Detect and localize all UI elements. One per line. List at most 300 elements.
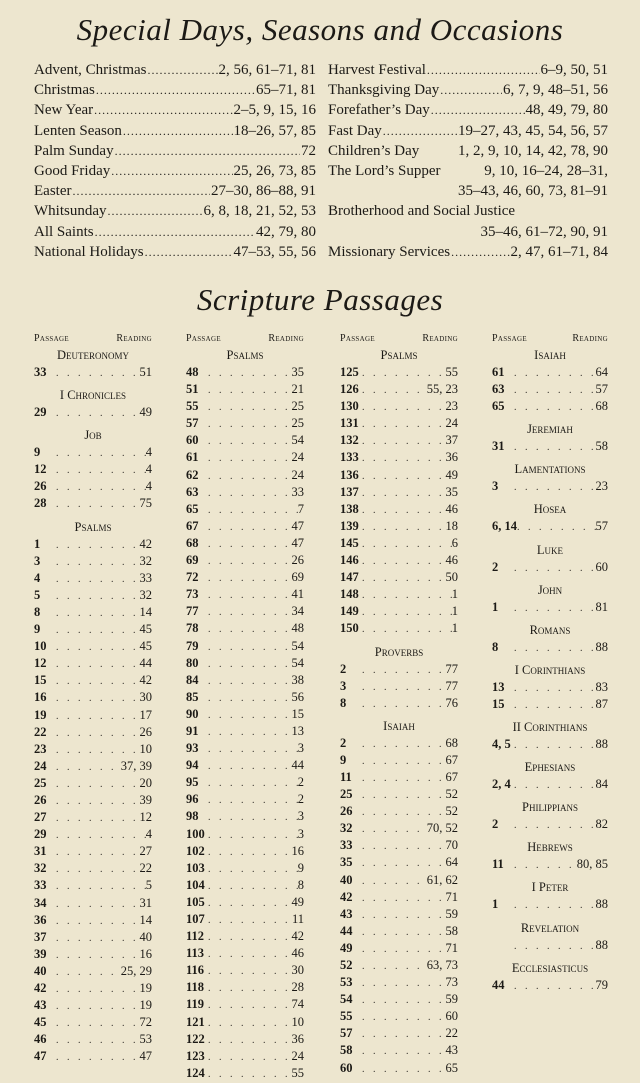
passage-number: 145	[340, 535, 359, 550]
leader-dots	[123, 124, 233, 139]
occasion-entry	[328, 82, 608, 102]
leader-dots	[56, 793, 140, 810]
reading-number: 52	[445, 787, 458, 802]
passage-number: 3	[492, 479, 499, 494]
reading-number: 19	[139, 981, 152, 995]
leader-dots	[514, 978, 596, 995]
reading-number: 73	[445, 975, 458, 990]
passage-number: 1	[492, 897, 499, 912]
passage-number: 12	[34, 656, 47, 671]
occasion-pages: 19–27, 43, 45, 54, 56, 57	[458, 122, 608, 139]
passage-row	[340, 1042, 458, 1059]
passage-number: 2	[340, 661, 347, 676]
passage-number: 137	[340, 484, 359, 499]
reading-number: 3	[297, 741, 304, 756]
reading-number: 13	[291, 723, 304, 738]
passage-number: 8	[34, 604, 41, 619]
passage-number: 3	[34, 553, 41, 568]
leader-dots	[56, 776, 140, 793]
reading-number: 32	[139, 587, 152, 602]
leader-dots	[514, 439, 596, 456]
reading-number: 16	[291, 843, 304, 858]
leader-dots	[514, 399, 596, 416]
passage-row	[492, 559, 608, 576]
leader-dots	[108, 204, 203, 219]
passage-number: 24	[34, 758, 47, 773]
reading-number: 37	[445, 433, 458, 448]
leader-dots	[56, 639, 140, 656]
passage-row	[34, 621, 152, 638]
book-name: Luke	[536, 542, 564, 557]
passage-number: 121	[186, 1014, 205, 1029]
reading-number: 44	[139, 656, 152, 671]
occasion-pages-continued: 35–46, 61–72, 90, 91	[480, 223, 608, 240]
passage-row	[186, 381, 304, 398]
passage-row	[34, 672, 152, 689]
reading-number: 50	[445, 570, 458, 585]
reading-number: 43	[445, 1043, 458, 1058]
passage-number: 1	[492, 599, 499, 614]
passage-row	[34, 655, 152, 672]
passage-number: 2	[340, 735, 347, 750]
reading-number: 83	[595, 679, 608, 694]
leader-dots	[362, 502, 446, 519]
passage-row	[492, 736, 608, 753]
occasions-list-right	[328, 62, 608, 264]
passage-row	[340, 620, 458, 637]
leader-dots	[56, 964, 121, 981]
occasion-name: The Lord’s Supper	[328, 162, 441, 179]
reading-number: 1	[451, 604, 458, 619]
passage-number: 2, 4	[492, 777, 511, 792]
passage-reading-header	[492, 333, 608, 347]
leader-dots	[208, 656, 292, 673]
reading-number: 49	[445, 467, 458, 482]
passage-number: 132	[340, 433, 359, 448]
leader-dots	[427, 63, 540, 78]
reading-number: 72	[139, 1015, 152, 1030]
leader-dots	[56, 554, 140, 571]
passage-row	[492, 398, 608, 415]
passage-number: 61	[186, 450, 199, 465]
passage-number: 103	[186, 860, 205, 875]
passage-row	[34, 689, 152, 706]
passage-number: 94	[186, 758, 199, 773]
passage-row	[340, 906, 458, 923]
passage-row	[340, 518, 458, 535]
leader-dots	[514, 382, 596, 399]
reading-number: 67	[445, 752, 458, 767]
passage-row	[186, 552, 304, 569]
reading-number: 25	[291, 399, 304, 414]
passage-row	[186, 791, 304, 808]
leader-dots	[208, 963, 292, 980]
passage-row	[340, 501, 458, 518]
passage-number: 149	[340, 604, 359, 619]
leader-dots	[115, 144, 300, 159]
passage-row	[340, 889, 458, 906]
passage-number: 57	[340, 1026, 353, 1041]
passage-row	[34, 1048, 152, 1065]
passage-row	[186, 569, 304, 586]
leader-dots	[56, 947, 140, 964]
leader-dots	[56, 656, 140, 673]
passage-row	[340, 695, 458, 712]
scripture-column-1	[34, 333, 152, 1065]
reading-number: 42	[139, 673, 152, 688]
reading-number: 18	[445, 518, 458, 533]
leader-dots	[208, 1049, 292, 1066]
passage-number: 73	[186, 587, 199, 602]
reading-number: 68	[445, 735, 458, 750]
reading-number: 68	[595, 399, 608, 414]
reading-number: 27	[139, 844, 152, 859]
occasion-name: Christmas	[34, 82, 95, 99]
reading-number: 24	[291, 450, 304, 465]
reading-number: 10	[139, 741, 152, 756]
passage-number: 12	[34, 462, 47, 477]
leader-dots	[56, 725, 140, 742]
leader-dots	[56, 496, 140, 513]
leader-dots	[208, 980, 292, 997]
leader-dots	[208, 827, 298, 844]
passage-number: 46	[34, 1032, 47, 1047]
reading-number: 47	[291, 535, 304, 550]
leader-dots	[208, 1032, 292, 1049]
passage-row	[34, 792, 152, 809]
passage-row	[492, 639, 608, 656]
occasion-pages: 1, 2, 9, 10, 14, 42, 78, 90	[458, 142, 608, 159]
leader-dots	[56, 708, 140, 725]
occasion-pages: 48, 49, 79, 80	[525, 102, 608, 119]
occasion-entry	[34, 224, 316, 244]
leader-dots	[362, 416, 446, 433]
leader-dots	[208, 570, 292, 587]
passage-number: 116	[186, 963, 205, 978]
leader-dots	[362, 838, 446, 855]
passage-row	[186, 843, 304, 860]
passage-row	[340, 449, 458, 466]
occasion-entry	[34, 143, 316, 163]
occasions-list-left	[34, 62, 316, 264]
passage-row	[340, 586, 458, 603]
passage-number: 22	[34, 724, 47, 739]
passage-number: 51	[186, 382, 199, 397]
passage-row	[186, 484, 304, 501]
passage-number: 147	[340, 570, 359, 585]
leader-dots	[362, 696, 446, 713]
occasion-entry	[328, 244, 608, 264]
passage-row	[186, 689, 304, 706]
reading-number: 36	[291, 1031, 304, 1046]
leader-dots	[94, 103, 232, 118]
reading-number: 40	[139, 929, 152, 944]
passage-number: 122	[186, 1031, 205, 1046]
reading-number: 35	[445, 484, 458, 499]
leader-dots	[56, 365, 140, 382]
occasion-pages: 42, 79, 80	[256, 223, 316, 240]
reading-number: 75	[139, 496, 152, 511]
passage-row	[34, 775, 152, 792]
passage-number: 138	[340, 501, 359, 516]
passage-number: 139	[340, 518, 359, 533]
passage-number: 104	[186, 877, 205, 892]
reading-number: 4	[145, 479, 152, 494]
reading-number: 19	[139, 998, 152, 1013]
passage-number: 98	[186, 809, 199, 824]
leader-dots	[362, 873, 427, 890]
passage-number: 8	[492, 639, 499, 654]
passage-number: 44	[492, 977, 505, 992]
passage-number: 65	[492, 399, 505, 414]
occasion-pages: 9, 10, 16–24, 28–31,	[484, 162, 608, 179]
leader-dots	[208, 382, 292, 399]
occasion-entry	[34, 102, 316, 122]
reading-number: 76	[445, 695, 458, 710]
reading-number: 69	[291, 570, 304, 585]
leader-dots	[56, 1032, 140, 1049]
passage-number: 9	[340, 752, 347, 767]
passage-number: 4, 5	[492, 737, 511, 752]
reading-number: 71	[445, 889, 458, 904]
reading-number: 5	[145, 878, 152, 893]
leader-dots	[514, 817, 596, 834]
passage-number: 11	[340, 769, 352, 784]
passage-row	[340, 872, 458, 889]
occasion-pages: 2, 56, 61–71, 81	[218, 62, 316, 78]
reading-number: 64	[445, 855, 458, 870]
reading-number: 63, 73	[426, 958, 458, 972]
passage-row	[340, 569, 458, 586]
passage-row	[34, 912, 152, 929]
passage-row	[34, 724, 152, 741]
reading-number: 25, 29	[120, 963, 152, 978]
passage-number: 123	[186, 1048, 205, 1063]
reading-number: 57	[595, 519, 608, 534]
reading-number: 45	[139, 639, 152, 654]
leader-dots	[362, 662, 446, 679]
leader-dots	[208, 997, 292, 1014]
passage-number: 10	[34, 639, 47, 654]
passage-number: 15	[492, 696, 505, 711]
passage-number: 40	[34, 963, 47, 978]
occasion-name: Fast Day	[328, 122, 382, 139]
passage-number: 63	[186, 484, 199, 499]
passage-row	[34, 741, 152, 758]
leader-dots	[362, 485, 446, 502]
passage-row	[340, 678, 458, 695]
leader-dots	[208, 1066, 292, 1083]
passage-number: 3	[340, 678, 347, 693]
occasion-name: Advent, Christmas	[34, 62, 147, 78]
passage-number: 57	[186, 416, 199, 431]
reading-number: 81	[595, 599, 608, 614]
occasion-entry	[328, 102, 608, 122]
reading-label: Reading	[422, 333, 458, 344]
passage-number: 45	[34, 1015, 47, 1030]
leader-dots	[148, 63, 218, 78]
passage-number: 79	[186, 638, 199, 653]
reading-number: 49	[139, 405, 152, 420]
passage-row	[34, 604, 152, 621]
reading-number: 65	[445, 1060, 458, 1075]
leader-dots	[56, 462, 146, 479]
leader-dots	[208, 775, 298, 792]
leader-dots	[56, 622, 140, 639]
passage-number: 105	[186, 894, 205, 909]
reading-number: 70, 52	[426, 821, 458, 836]
passage-row	[340, 535, 458, 552]
occasion-pages: 65–71, 81	[256, 82, 316, 99]
reading-number: 16	[139, 946, 152, 961]
book-name: I Corinthians	[514, 662, 586, 677]
leader-dots	[208, 587, 292, 604]
passage-row	[34, 877, 152, 894]
reading-number: 22	[139, 861, 152, 876]
passage-number: 32	[340, 821, 353, 836]
leader-dots	[56, 896, 140, 913]
passage-number: 19	[34, 707, 47, 722]
passage-number: 85	[186, 689, 199, 704]
occasion-entry	[34, 203, 316, 223]
reading-number: 58	[595, 439, 608, 454]
leader-dots	[514, 857, 577, 874]
passage-number: 126	[340, 382, 359, 397]
leader-dots	[145, 245, 233, 260]
passage-row	[186, 449, 304, 466]
leader-dots	[383, 124, 457, 139]
reading-number: 20	[139, 775, 152, 790]
passage-number: 125	[340, 365, 359, 379]
leader-dots	[56, 742, 140, 759]
leader-dots	[208, 536, 292, 553]
reading-number: 26	[291, 553, 304, 568]
occasion-pages: 2–5, 9, 15, 16	[233, 102, 316, 119]
passage-row	[492, 937, 608, 954]
passage-number: 84	[186, 672, 199, 687]
passage-row	[186, 808, 304, 825]
passage-number: 9	[34, 445, 41, 460]
reading-number: 56	[291, 689, 304, 704]
leader-dots	[56, 588, 140, 605]
passage-row	[186, 432, 304, 449]
book-name: Hosea	[533, 502, 567, 517]
passage-number: 148	[340, 587, 359, 602]
passage-number: 131	[340, 416, 359, 431]
leader-dots	[208, 758, 292, 775]
passage-row	[340, 552, 458, 569]
passage-label: Passage	[34, 333, 69, 344]
passage-number: 130	[340, 399, 359, 414]
leader-dots	[56, 673, 140, 690]
leader-dots	[56, 810, 140, 827]
passage-number: 54	[340, 992, 353, 1007]
reading-number: 12	[139, 810, 152, 825]
leader-dots	[362, 992, 446, 1009]
passage-number: 95	[186, 775, 199, 790]
passage-number: 33	[34, 878, 47, 893]
reading-number: 4	[145, 445, 152, 460]
leader-dots	[208, 741, 298, 758]
passage-row	[340, 1060, 458, 1077]
reading-number: 42	[291, 929, 304, 944]
passage-number: 113	[186, 946, 205, 961]
passage-row	[492, 977, 608, 994]
reading-number: 74	[291, 997, 304, 1012]
passage-row	[34, 843, 152, 860]
leader-dots	[362, 975, 446, 992]
leader-dots	[362, 553, 446, 570]
leader-dots	[208, 468, 292, 485]
passage-row	[340, 381, 458, 398]
occasion-entry	[328, 123, 608, 143]
book-name: Deuteronomy	[56, 348, 130, 362]
occasion-name: All Saints	[34, 223, 94, 240]
occasion-name: Palm Sunday	[34, 142, 114, 159]
passage-number: 136	[340, 467, 359, 482]
book-name: II Corinthians	[512, 720, 588, 735]
passage-row	[34, 707, 152, 724]
passage-row	[186, 723, 304, 740]
passage-number: 133	[340, 450, 359, 465]
reading-number: 46	[291, 946, 304, 961]
leader-dots	[56, 913, 140, 930]
passage-row	[34, 570, 152, 587]
passage-label: Passage	[492, 333, 527, 344]
reading-number: 88	[595, 897, 608, 912]
passage-row	[186, 740, 304, 757]
reading-number: 60	[595, 559, 608, 574]
reading-label: Reading	[116, 333, 152, 344]
reading-number: 82	[595, 817, 608, 832]
occasion-name: Children’s Day	[328, 142, 420, 159]
book-name: Psalms	[74, 519, 112, 534]
leader-dots	[362, 679, 446, 696]
leader-dots	[208, 502, 298, 519]
reading-number: 48	[291, 621, 304, 636]
book-name: Ephesians	[524, 760, 576, 775]
reading-number: 87	[595, 696, 608, 711]
reading-number: 54	[291, 433, 304, 448]
leader-dots	[514, 600, 596, 617]
passage-row	[340, 786, 458, 803]
passage-number: 9	[34, 622, 41, 637]
leader-dots	[362, 536, 452, 553]
passage-row	[340, 1025, 458, 1042]
reading-number: 31	[139, 895, 152, 910]
leader-dots	[362, 468, 446, 485]
passage-row	[34, 587, 152, 604]
occasion-entry	[328, 203, 608, 223]
passage-row	[186, 706, 304, 723]
leader-dots	[362, 382, 427, 399]
passage-reading-header	[186, 333, 304, 347]
occasion-pages: 25, 26, 73, 85	[233, 162, 316, 179]
passage-number: 78	[186, 621, 199, 636]
reading-number: 11	[291, 912, 304, 926]
leader-dots	[362, 1043, 446, 1060]
leader-dots	[56, 445, 146, 462]
reading-number: 26	[139, 724, 152, 739]
reading-number: 35	[291, 365, 304, 379]
leader-dots	[362, 787, 446, 804]
passage-number: 8	[340, 695, 347, 710]
passage-row	[492, 679, 608, 696]
reading-number: 24	[291, 467, 304, 482]
reading-number: 47	[139, 1049, 152, 1064]
occasion-pages: 6, 8, 18, 21, 52, 53	[203, 203, 316, 220]
leader-dots	[208, 878, 298, 895]
